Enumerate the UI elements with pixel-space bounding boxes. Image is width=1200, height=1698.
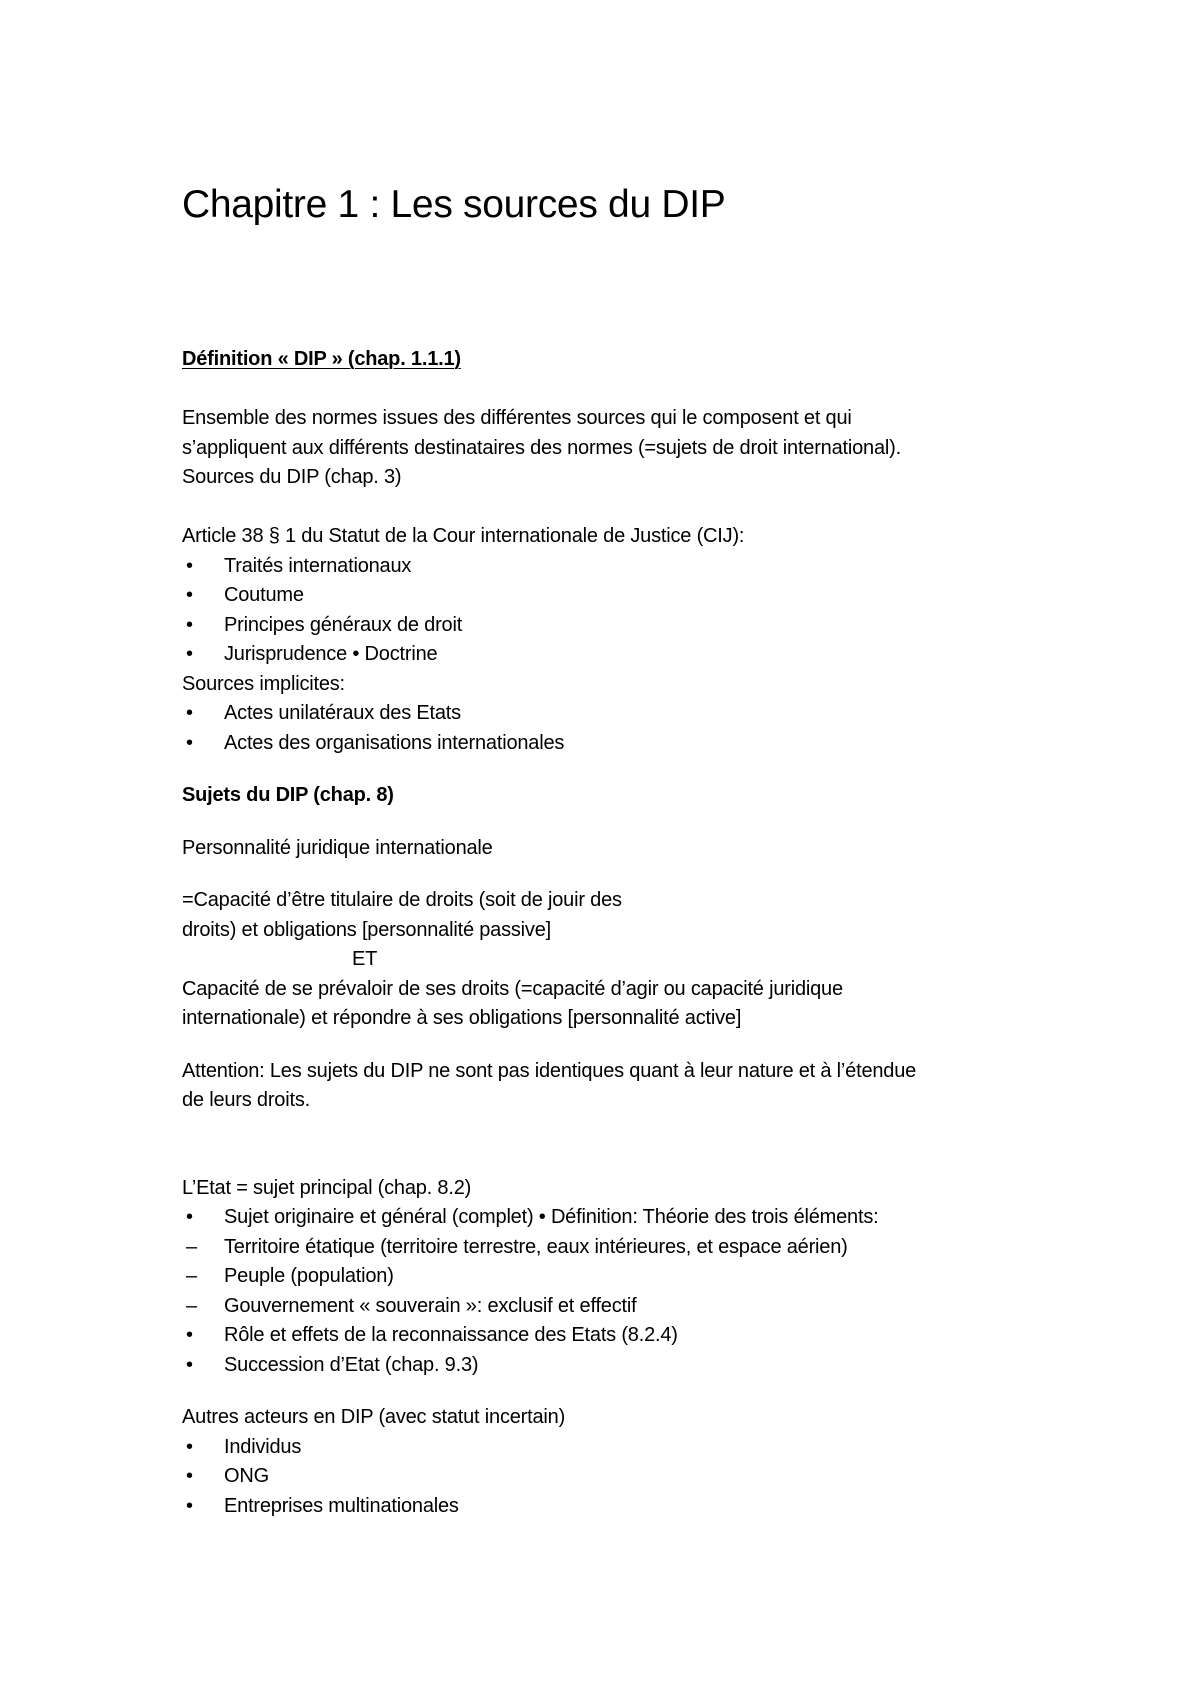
list-item-text: Territoire étatique (territoire terrestre, eaux intérieures, et espace aérien) [224,1235,848,1258]
list-item-text: Succession d’Etat (chap. 9.3) [224,1353,479,1376]
bullet-mark: • [186,1353,193,1376]
list-item-text: Coutume [224,584,304,606]
list-item [182,1233,1082,1263]
definition-line: s’appliquent aux différents destinataires des normes (=sujets de droit international). [182,436,901,459]
bullet-mark: • [186,1465,193,1487]
capacite-line: =Capacité d’être titulaire de droits (soit de jouir des [182,889,622,911]
article-intro: Article 38 § 1 du Statut de la Cour internationale de Justice (CIJ): [182,525,745,547]
list-item [182,1492,1082,1522]
list-item [182,1433,1082,1463]
bullet-mark: • [186,702,193,724]
list-item-text: Principes généraux de droit [224,613,463,636]
list-item-text: Traités internationaux [224,554,412,577]
list-item-text: Gouvernement « souverain »: exclusif et effectif [224,1294,637,1317]
list-item [182,1321,1082,1351]
bullet-mark: • [186,584,193,606]
sujets-heading: Sujets du DIP (chap. 8) [182,784,394,806]
list-item-text: Sujet originaire et général (complet) • Définition: Théorie des trois éléments: [224,1206,879,1228]
bullet-mark: • [186,1324,193,1346]
autres-heading: Autres acteurs en DIP (avec statut incertain) [182,1406,566,1428]
list-item-text: Actes des organisations internationales [224,731,565,754]
list-item-text: Peuple (population) [224,1265,394,1287]
active-line: Capacité de se prévaloir de ses droits (=capacité d’agir ou capacité juridique [182,977,843,1000]
personnalite-line: Personnalité juridique internationale [182,836,493,859]
list-item-text: Rôle et effets de la reconnaissance des Etats (8.2.4) [224,1324,678,1346]
active-line: internationale) et répondre à ses obligations [personnalité active] [182,1007,742,1029]
dash-mark: – [186,1235,197,1258]
definition-line: Ensemble des normes issues des différentes sources qui le composent et qui [182,407,852,429]
page-title: Chapitre 1 : Les sources du DIP [182,183,726,226]
list-item-text: Actes unilatéraux des Etats [224,702,461,724]
list-item [182,1351,1082,1381]
bullet-mark: • [186,613,193,636]
bullet-mark: • [186,554,193,577]
list-item [182,552,1082,582]
list-item [182,1292,1082,1322]
etat-heading: L’Etat = sujet principal (chap. 8.2) [182,1176,472,1199]
document-body [182,345,1082,1521]
attention-line: Attention: Les sujets du DIP ne sont pas identiques quant à leur nature et à l’étendue [182,1059,917,1082]
attention-line: de leurs droits. [182,1089,310,1111]
bullet-mark: • [186,1494,193,1517]
list-item-text: Individus [224,1435,302,1458]
bullet-mark: • [186,1206,193,1228]
dash-mark: – [186,1294,197,1317]
list-item [182,1262,1082,1292]
et-connector: ET [352,948,378,970]
list-item [182,640,1082,670]
bullet-mark: • [186,731,193,754]
list-item-text: Entreprises multinationales [224,1494,459,1517]
dash-mark: – [186,1265,197,1287]
list-item-text: Jurisprudence • Doctrine [224,643,438,665]
list-item [182,1462,1082,1492]
list-item [182,729,1082,759]
list-item-text: ONG [224,1465,269,1487]
definition-line: Sources du DIP (chap. 3) [182,466,402,488]
bullet-mark: • [186,643,193,665]
list-item [182,611,1082,641]
definition-heading: Définition « DIP » (chap. 1.1.1) [182,348,461,370]
bullet-mark: • [186,1435,193,1458]
list-item [182,1203,1082,1233]
capacite-line: droits) et obligations [personnalité passive] [182,918,551,941]
list-item [182,581,1082,611]
implicit-sources-label: Sources implicites: [182,672,345,695]
list-item [182,699,1082,729]
